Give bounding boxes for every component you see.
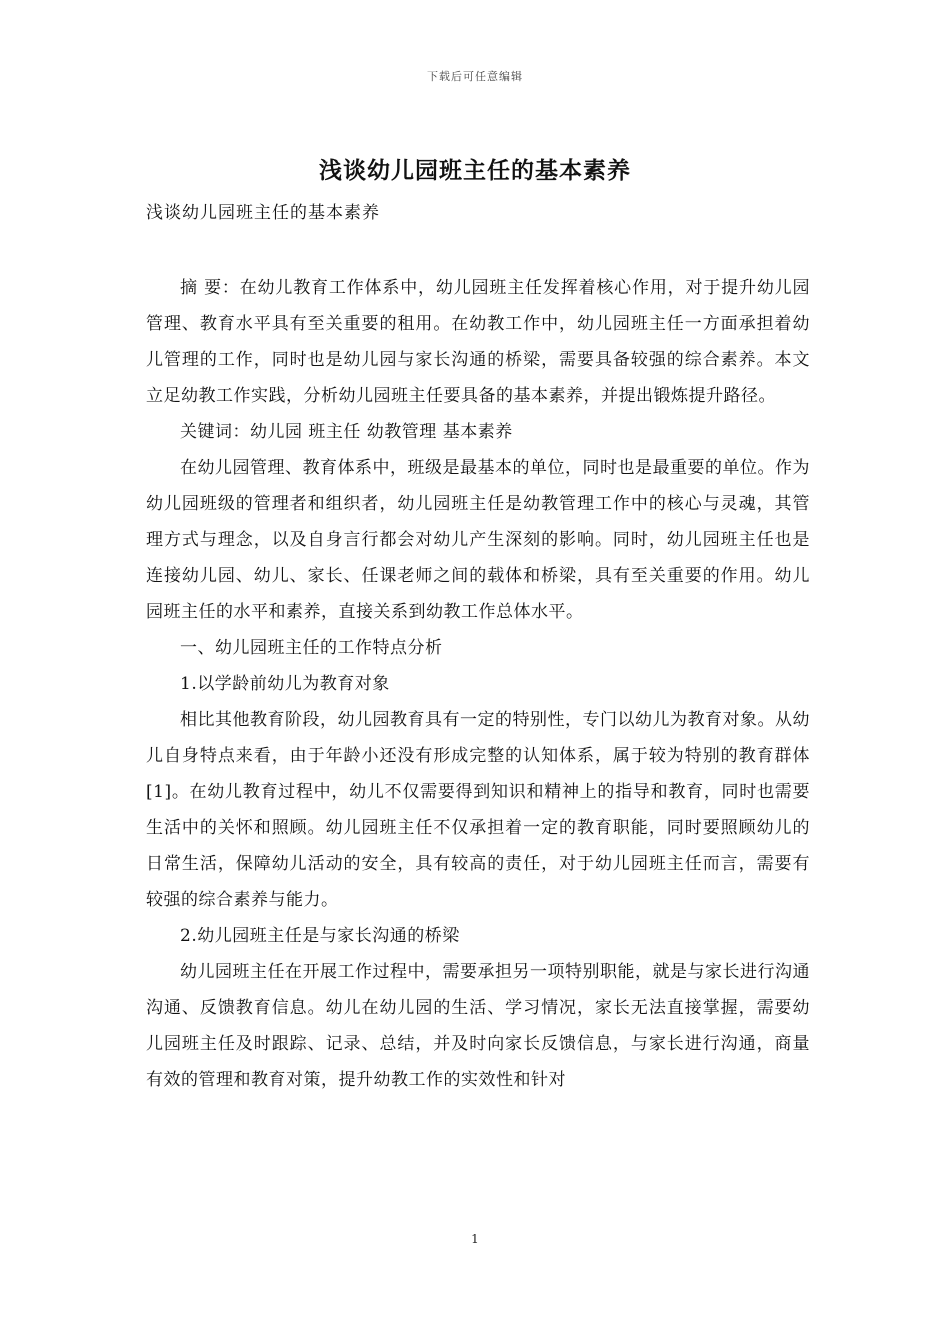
intro-paragraph: 在幼儿园管理、教育体系中，班级是最基本的单位，同时也是最重要的单位。作为幼儿园班级的管理者和组织者，幼儿园班主任是幼教管理工作中的核心与灵魂，其管理方式与理念，以及自身言行都会对幼儿产生深刻的影响。同时，幼儿园班主任也是连接幼儿园、幼儿、家长、任课老师之间的载体和桥梁，具有至关重要的作用。幼儿园班主任的水平和素养，直接关系到幼教工作总体水平。	[146, 458, 810, 622]
document-title: 浅谈幼儿园班主任的基本素养	[319, 157, 631, 184]
body-paragraph-1: 相比其他教育阶段，幼儿园教育具有一定的特别性，专门以幼儿为教育对象。从幼儿自身特点来看，由于年龄小还没有形成完整的认知体系，属于较为特别的教育群体[1]。在幼儿教育过程中，幼儿不仅需要得到知识和精神上的指导和教育，同时也需要生活中的关怀和照顾。幼儿园班主任不仅承担着一定的教育职能，同时要照顾幼儿的日常生活，保障幼儿活动的安全，具有较高的责任，对于幼儿园班主任而言，需要有较强的综合素养与能力。	[146, 710, 810, 910]
document-subtitle: 浅谈幼儿园班主任的基本素养	[146, 203, 380, 223]
document-body	[146, 270, 810, 1098]
keywords-paragraph: 关键词：幼儿园 班主任 幼教管理 基本素养	[180, 422, 513, 442]
body-paragraph-2: 幼儿园班主任在开展工作过程中，需要承担另一项特别职能，就是与家长进行沟通沟通、反馈教育信息。幼儿在幼儿园的生活、学习情况，家长无法直接掌握，需要幼儿园班主任及时跟踪、记录、总结，并及时向家长反馈信息，与家长进行沟通，商量有效的管理和教育对策，提升幼教工作的实效性和针对	[146, 962, 810, 1090]
section-heading-1: 一、幼儿园班主任的工作特点分析	[180, 638, 443, 658]
page-number: 1	[471, 1232, 479, 1246]
subsection-heading-2: 2.幼儿园班主任是与家长沟通的桥梁	[180, 926, 460, 946]
subsection-heading-1: 1.以学龄前幼儿为教育对象	[180, 674, 390, 694]
header-note: 下载后可任意编辑	[427, 70, 523, 83]
abstract-paragraph: 摘 要：在幼儿教育工作体系中，幼儿园班主任发挥着核心作用，对于提升幼儿园管理、教育水平具有至关重要的租用。在幼教工作中，幼儿园班主任一方面承担着幼儿管理的工作，同时也是幼儿园与家长沟通的桥梁，需要具备较强的综合素养。本文立足幼教工作实践，分析幼儿园班主任要具备的基本素养，并提出锻炼提升路径。	[146, 278, 810, 406]
